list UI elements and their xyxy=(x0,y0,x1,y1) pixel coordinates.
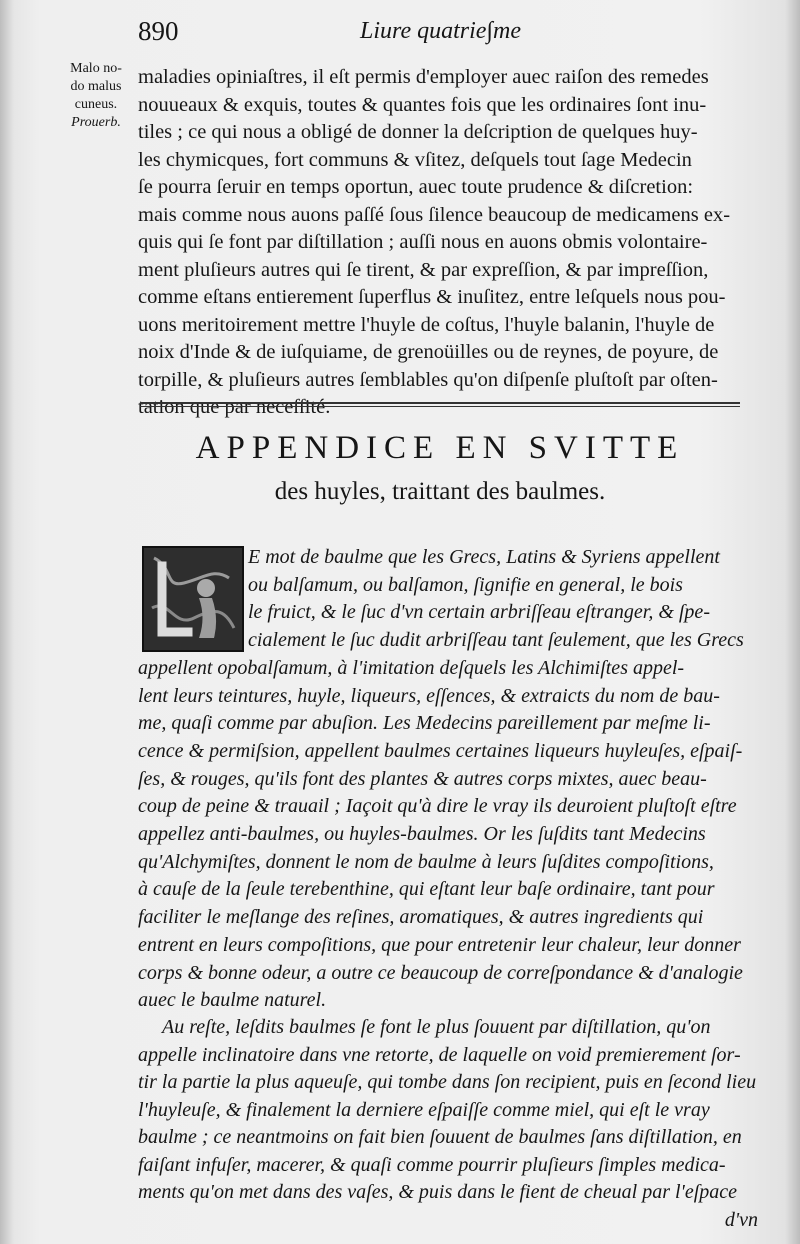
text-line: tiles ; ce qui nous a obligé de donner la deſcription de quelques huy- xyxy=(138,121,698,143)
section-title: APPENDICE EN SVITTE xyxy=(195,430,685,466)
text-line: entrent en leurs compoſitions, que pour entretenir leur chaleur, leur donner xyxy=(138,933,741,956)
text-line: quis qui ſe font par diſtillation ; auſſi nous en auons obmis volontaire- xyxy=(138,231,708,253)
margin-note-line: do malus xyxy=(70,79,122,94)
text-line: E mot de baulme que les Grecs, Latins & Syriens appellent xyxy=(248,546,720,568)
text-line: me, quaſi comme par abuſion. Les Medecins pareillement par meſme li- xyxy=(138,712,711,735)
text-line: faiſant infuſer, macerer, & quaſi comme pourrir pluſieurs ſimples medica- xyxy=(138,1153,726,1176)
text-line: coup de peine & trauail ; Iaçoit qu'à dire le vray ils deuroient pluſtoſt eſtre xyxy=(138,795,737,818)
text-line: mais comme nous auons paſſé ſous ſilence beaucoup de medicamens ex- xyxy=(138,203,731,226)
catchword: d'vn xyxy=(724,1208,758,1231)
text-line: uons meritoirement mettre l'huyle de coſtus, l'huyle balanin, l'huyle de xyxy=(138,313,715,336)
text-line: le fruict, & le ſuc d'vn certain arbriſſeau eſtranger, & ſpe- xyxy=(248,601,710,624)
text-line: maladies opiniaſtres, il eſt permis d'employer auec raiſon des remedes xyxy=(138,66,709,88)
text-line: nouueaux & exquis, toutes & quantes fois que les ordinaires ſont inu- xyxy=(138,93,707,116)
text-line: ments qu'on met dans des vaſes, & puis dans le fient de cheual par l'eſpace xyxy=(138,1181,738,1203)
text-line: ſes, & rouges, qu'ils font des plantes & autres corps mixtes, auec beau- xyxy=(138,767,707,790)
text-line: noix d'Inde & de iuſquiame, de grenoüilles ou de reynes, de poyure, de xyxy=(138,341,719,363)
text-line: ſe pourra ſeruir en temps oportun, auec toute prudence & diſcretion: xyxy=(138,176,694,198)
text-line: lent leurs teintures, huyle, liqueurs, eſſences, & extraicts du nom de bau- xyxy=(138,684,720,707)
page-number: 890 xyxy=(138,16,179,46)
text-line: ment pluſieurs autres qui ſe tirent, & par expreſſion, & par impreſſion, xyxy=(138,258,709,281)
margin-note-line: cuneus. xyxy=(74,97,118,112)
text-line: ou balſamum, ou balſamon, ſignifie en general, le bois xyxy=(248,573,683,596)
text-line: corps & bonne odeur, a outre ce beaucoup de correſpondance & d'analogie xyxy=(138,961,743,984)
text-line: comme eſtans entierement ſuperflus & inuſitez, entre leſquels nous pou- xyxy=(138,286,726,308)
text-line: l'huyleuſe, & finalement la derniere eſpaiſſe comme miel, qui eſt le vray xyxy=(138,1098,710,1121)
text-line: les chymicques, fort communs & vſitez, deſquels tout ſage Medecin xyxy=(138,148,692,171)
text-line: appelle inclinatoire dans vne retorte, de laquelle on void premierement ſor- xyxy=(138,1043,741,1066)
text-line: tation que par neceſſité. xyxy=(138,396,331,418)
text-line: Au reſte, leſdits baulmes ſe font le plus ſouuent par diſtillation, qu'on xyxy=(162,1016,711,1038)
text-line: baulme ; ce neantmoins on fait bien ſouuent de baulmes ſans diſtillation, en xyxy=(138,1126,742,1148)
section-rule xyxy=(140,402,740,404)
text-line: qu'Alchymiſtes, donnent le nom de baulme à leurs ſuſdites compoſitions, xyxy=(138,850,714,873)
text-line: cence & permiſsion, appellent baulmes certaines liqueurs huyleuſes, eſpaiſ- xyxy=(138,739,743,762)
text-line: faciliter le meſlange des reſines, aromatiques, & autres ingredients qui xyxy=(138,906,704,929)
section-rule-thin xyxy=(140,406,740,407)
text-line: appellez anti-baulmes, ou huyles-baulmes. Or les ſuſdits tant Medecins xyxy=(138,823,706,846)
paragraph-3 xyxy=(138,1014,758,1234)
running-title: Liure quatrie∫me xyxy=(360,18,522,44)
paragraph-1 xyxy=(138,64,758,422)
text-line: auec le baulme naturel. xyxy=(138,989,327,1012)
margin-note-source: Prouerb. xyxy=(71,115,121,130)
text-line: cialement le ſuc dudit arbriſſeau tant ſeulement, que les Grecs xyxy=(248,629,744,652)
paragraph-2 xyxy=(138,544,758,1015)
text-line: torpille, & pluſieurs autres ſemblables qu'on diſpenſe pluſtoſt par oſten- xyxy=(138,368,718,391)
margin-note xyxy=(55,60,137,132)
margin-note-line: Malo no- xyxy=(70,61,122,76)
text-line: à cauſe de la ſeule terebenthine, qui eſtant leur baſe ordinaire, tant pour xyxy=(138,878,715,901)
text-line: tir la partie la plus aqueuſe, qui tombe dans ſon recipient, puis en ſecond lieu xyxy=(138,1071,757,1093)
section-subtitle: des huyles, traittant des baulmes. xyxy=(274,478,606,505)
text-line: appellent opobalſamum, à l'imitation deſquels les Alchimiſtes appel- xyxy=(138,656,685,679)
